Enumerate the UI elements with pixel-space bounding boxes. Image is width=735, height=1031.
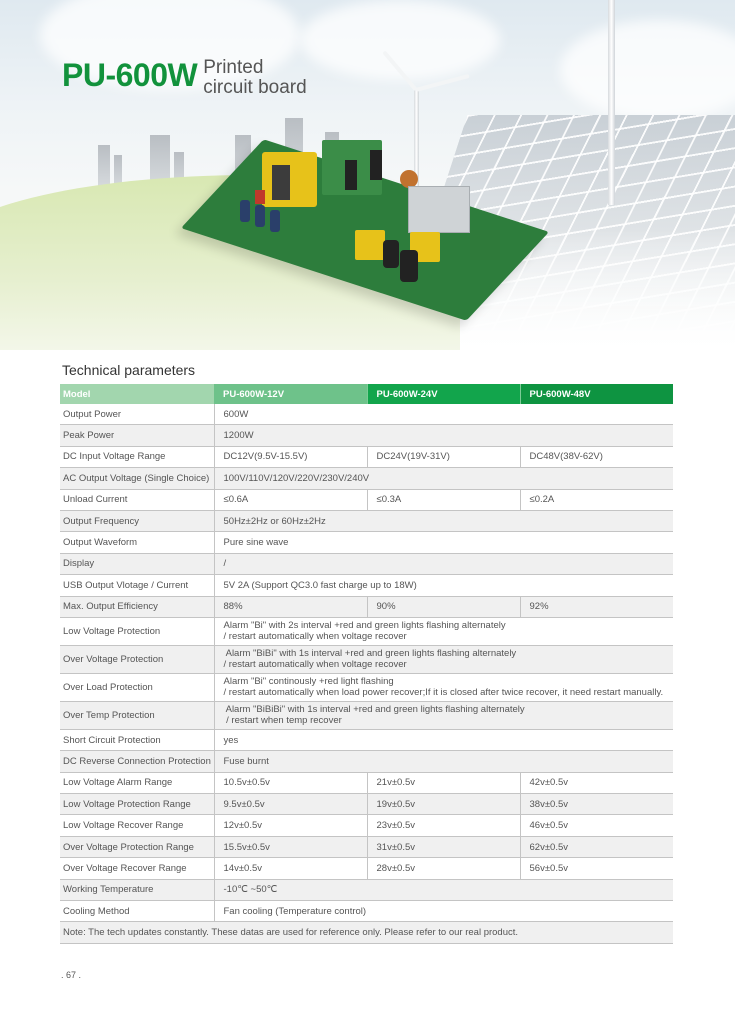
row-value bbox=[214, 617, 673, 645]
row-label: Output Frequency bbox=[60, 510, 214, 531]
column-header-48v: PU-600W-48V bbox=[520, 384, 673, 404]
table-row bbox=[60, 858, 673, 879]
row-value-48v: 42v±0.5v bbox=[520, 772, 673, 793]
row-value-24v: 21v±0.5v bbox=[367, 772, 520, 793]
row-label: Over Temp Protection bbox=[60, 701, 214, 729]
row-value bbox=[214, 645, 673, 673]
table-row bbox=[60, 836, 673, 857]
row-value: 1200W bbox=[214, 425, 673, 446]
row-value-line: Alarm "Bi" continously +red light flashing bbox=[223, 676, 394, 688]
row-value-line: / restart automatically when voltage recover bbox=[223, 631, 407, 643]
row-value bbox=[214, 701, 673, 729]
row-value-12v: 9.5v±0.5v bbox=[214, 794, 367, 815]
row-value: 600W bbox=[214, 404, 673, 425]
row-label: Output Waveform bbox=[60, 532, 214, 553]
column-header-model: Model bbox=[60, 384, 214, 404]
row-value: 5V 2A (Support QC3.0 fast charge up to 18W) bbox=[214, 575, 673, 596]
spec-table bbox=[60, 384, 673, 944]
hero-banner bbox=[0, 0, 735, 350]
row-label: Over Voltage Recover Range bbox=[60, 858, 214, 879]
table-row bbox=[60, 446, 673, 467]
row-label: DC Reverse Connection Protection bbox=[60, 751, 214, 772]
row-value-48v: ≤0.2A bbox=[520, 489, 673, 510]
row-value: Fuse burnt bbox=[214, 751, 673, 772]
column-header-12v: PU-600W-12V bbox=[214, 384, 367, 404]
row-value-12v: DC12V(9.5V-15.5V) bbox=[214, 446, 367, 467]
row-label: Low Voltage Protection bbox=[60, 617, 214, 645]
table-row bbox=[60, 645, 673, 673]
table-row bbox=[60, 575, 673, 596]
row-label: USB Output Vlotage / Current bbox=[60, 575, 214, 596]
table-row bbox=[60, 772, 673, 793]
row-value-24v: 28v±0.5v bbox=[367, 858, 520, 879]
row-label: DC Input Voltage Range bbox=[60, 446, 214, 467]
row-value-48v: 56v±0.5v bbox=[520, 858, 673, 879]
row-value: yes bbox=[214, 729, 673, 750]
row-value-24v: DC24V(19V-31V) bbox=[367, 446, 520, 467]
table-row bbox=[60, 510, 673, 531]
row-label: Output Power bbox=[60, 404, 214, 425]
subtitle-line-1: Printed bbox=[203, 57, 264, 78]
row-value-24v: 31v±0.5v bbox=[367, 836, 520, 857]
table-row bbox=[60, 901, 673, 922]
cloud-decoration bbox=[560, 20, 735, 120]
row-value: Pure sine wave bbox=[214, 532, 673, 553]
row-label: Over Load Protection bbox=[60, 673, 214, 701]
column-header-24v: PU-600W-24V bbox=[367, 384, 520, 404]
row-value: Fan cooling (Temperature control) bbox=[214, 901, 673, 922]
row-value-24v: ≤0.3A bbox=[367, 489, 520, 510]
row-value: 100V/110V/120V/220V/230V/240V bbox=[214, 468, 673, 489]
row-label: Over Voltage Protection Range bbox=[60, 836, 214, 857]
table-row bbox=[60, 673, 673, 701]
table-note: Note: The tech updates constantly. These datas are used for reference only. Please refer to our real product. bbox=[60, 922, 673, 943]
row-value-24v: 19v±0.5v bbox=[367, 794, 520, 815]
table-row bbox=[60, 553, 673, 574]
row-value-12v: 88% bbox=[214, 596, 367, 617]
table-note-row bbox=[60, 922, 673, 943]
product-subtitle bbox=[203, 58, 307, 98]
table-row bbox=[60, 425, 673, 446]
row-value-line: / restart automatically when load power recover;If it is closed after twice recover, it need restart manually. bbox=[223, 687, 664, 699]
row-value-line: Alarm "BiBi" with 1s interval +red and green lights flashing alternately bbox=[223, 648, 517, 660]
table-row bbox=[60, 815, 673, 836]
row-value-12v: 12v±0.5v bbox=[214, 815, 367, 836]
section-title: Technical parameters bbox=[62, 362, 196, 378]
row-value-12v: 15.5v±0.5v bbox=[214, 836, 367, 857]
row-value-48v: 46v±0.5v bbox=[520, 815, 673, 836]
row-label: Cooling Method bbox=[60, 901, 214, 922]
row-value-48v: 92% bbox=[520, 596, 673, 617]
row-label: AC Output Voltage (Single Choice) bbox=[60, 468, 214, 489]
row-value-line: / restart when temp recover bbox=[223, 715, 342, 727]
row-value-12v: 10.5v±0.5v bbox=[214, 772, 367, 793]
row-value-line: Alarm "BiBiBi" with 1s interval +red and green lights flashing alternately bbox=[223, 704, 525, 716]
row-value: -10℃ ~50℃ bbox=[214, 879, 673, 900]
table-row bbox=[60, 468, 673, 489]
row-label: Over Voltage Protection bbox=[60, 645, 214, 673]
table-row bbox=[60, 489, 673, 510]
row-label: Low Voltage Alarm Range bbox=[60, 772, 214, 793]
row-value-24v: 23v±0.5v bbox=[367, 815, 520, 836]
row-label: Low Voltage Protection Range bbox=[60, 794, 214, 815]
table-row bbox=[60, 729, 673, 750]
row-value: 50Hz±2Hz or 60Hz±2Hz bbox=[214, 510, 673, 531]
table-row bbox=[60, 879, 673, 900]
row-label: Working Temperature bbox=[60, 879, 214, 900]
model-name: PU-600W bbox=[62, 57, 198, 93]
row-value-24v: 90% bbox=[367, 596, 520, 617]
row-value bbox=[214, 673, 673, 701]
page-number: . 67 . bbox=[61, 970, 82, 980]
row-value-12v: ≤0.6A bbox=[214, 489, 367, 510]
table-row bbox=[60, 751, 673, 772]
row-value-line: Alarm "Bi" with 2s interval +red and green lights flashing alternately bbox=[223, 620, 506, 632]
row-value-line: / restart automatically when voltage recover bbox=[223, 659, 407, 671]
row-value-48v: 62v±0.5v bbox=[520, 836, 673, 857]
row-label: Peak Power bbox=[60, 425, 214, 446]
subtitle-line-2: circuit board bbox=[203, 77, 307, 98]
table-row bbox=[60, 701, 673, 729]
table-row bbox=[60, 596, 673, 617]
row-label: Short Circuit Protection bbox=[60, 729, 214, 750]
row-label: Max. Output Efficiency bbox=[60, 596, 214, 617]
row-value-12v: 14v±0.5v bbox=[214, 858, 367, 879]
table-row bbox=[60, 617, 673, 645]
table-header-row bbox=[60, 384, 673, 404]
row-value-48v: DC48V(38V-62V) bbox=[520, 446, 673, 467]
row-label: Low Voltage Recover Range bbox=[60, 815, 214, 836]
product-title bbox=[62, 57, 307, 98]
table-row bbox=[60, 794, 673, 815]
table-row bbox=[60, 404, 673, 425]
table-row bbox=[60, 532, 673, 553]
row-label: Display bbox=[60, 553, 214, 574]
row-value: / bbox=[214, 553, 673, 574]
row-label: Unload Current bbox=[60, 489, 214, 510]
row-value-48v: 38v±0.5v bbox=[520, 794, 673, 815]
